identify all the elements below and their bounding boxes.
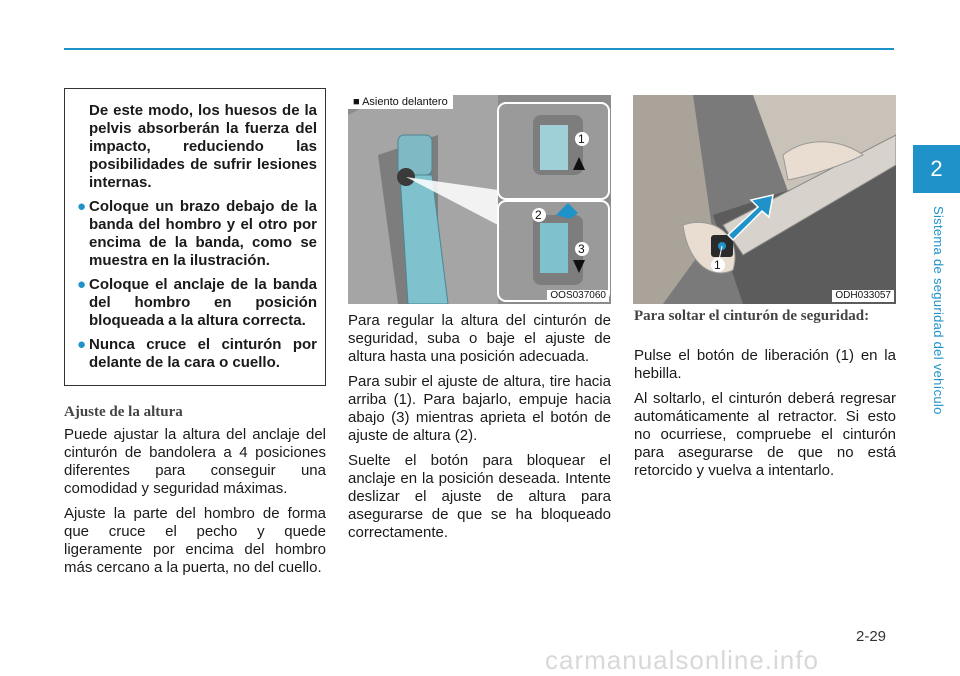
- figure-label-text: Asiento delantero: [362, 96, 448, 108]
- watermark: carmanualsonline.info: [545, 645, 819, 675]
- release-paragraph-2: Al soltarlo, el cinturón deberá regresar automáticamente al retractor. Si esto no ocurriese, compruebe el cinturón para asegurarse de que no está retorcido y vuelva a intentarlo.: [634, 390, 896, 479]
- chapter-title: Sistema de seguridad del vehículo: [931, 206, 946, 415]
- chapter-number: 2: [930, 156, 943, 181]
- warning-bullet: [77, 336, 317, 372]
- adjust-paragraph-3: Suelte el botón para bloquear el anclaje en la posición deseada. Intente deslizar el ajuste de altura para asegurarse de que se ha bloqueado correctamente.: [348, 452, 611, 541]
- callout-1: 1: [578, 132, 585, 146]
- warning-bullet-text: Nunca cruce el cinturón por delante de la cara o cuello.: [89, 336, 317, 371]
- header-rule: [64, 48, 894, 50]
- adjust-paragraph-2: Para subir el ajuste de altura, tire hacia arriba (1). Para bajarlo, empuje hacia abajo (3) mientras aprieta el botón de ajuste de altura (2).: [348, 373, 611, 444]
- bullet-dot-icon: ●: [77, 198, 87, 215]
- callout-2: 2: [535, 208, 542, 222]
- bullet-dot-icon: ●: [77, 276, 87, 293]
- height-paragraph-1: Puede ajustar la altura del anclaje del cinturón de bandolera a 4 posiciones diferentes para conseguir una comodidad y seguridad máximas.: [64, 426, 326, 497]
- warning-bullet: [77, 198, 317, 270]
- adjust-paragraph-1: Para regular la altura del cinturón de seguridad, suba o baje el ajuste de altura hasta una posición adecuada.: [348, 312, 611, 365]
- warning-intro: De este modo, los huesos de la pelvis absorberán la fuerza del impacto, reduciendo las posibilidades de sufrir lesiones internas.: [89, 102, 317, 191]
- release-text: [634, 347, 896, 487]
- warning-box: [64, 88, 326, 386]
- figure-buckle-release: [633, 95, 896, 304]
- callout-1: 1: [714, 258, 721, 272]
- warning-bullet-text: Coloque el anclaje de la banda del hombro en posición bloqueada a la altura correcta.: [89, 276, 317, 329]
- warning-bullet: [77, 276, 317, 330]
- bullet-dot-icon: ●: [77, 336, 87, 353]
- height-text: [64, 426, 326, 584]
- figure-label: ■ Asiento delantero: [348, 95, 453, 109]
- figure-code: OOS037060: [547, 290, 609, 302]
- height-adjuster-illustration: [348, 95, 611, 304]
- height-heading: Ajuste de la altura: [64, 404, 183, 420]
- callout-3: 3: [578, 242, 585, 256]
- release-paragraph-1: Pulse el botón de liberación (1) en la hebilla.: [634, 347, 896, 382]
- adjust-text: [348, 312, 611, 549]
- figure-height-adjuster: [348, 95, 611, 304]
- height-paragraph-2: Ajuste la parte del hombro de forma que cruce el pecho y quede ligeramente por encima del hombro más cercano a la puerta, no del cuello.: [64, 505, 326, 576]
- page-number: 2-29: [856, 628, 887, 645]
- chapter-number-tab: [913, 145, 960, 193]
- warning-bullet-text: Coloque un brazo debajo de la banda del hombro y el otro por encima de la banda, como se muestra en la ilustración.: [89, 198, 317, 269]
- buckle-release-illustration: [633, 95, 896, 304]
- release-heading: Para soltar el cinturón de seguridad:: [634, 308, 870, 324]
- figure-code: ODH033057: [832, 290, 894, 302]
